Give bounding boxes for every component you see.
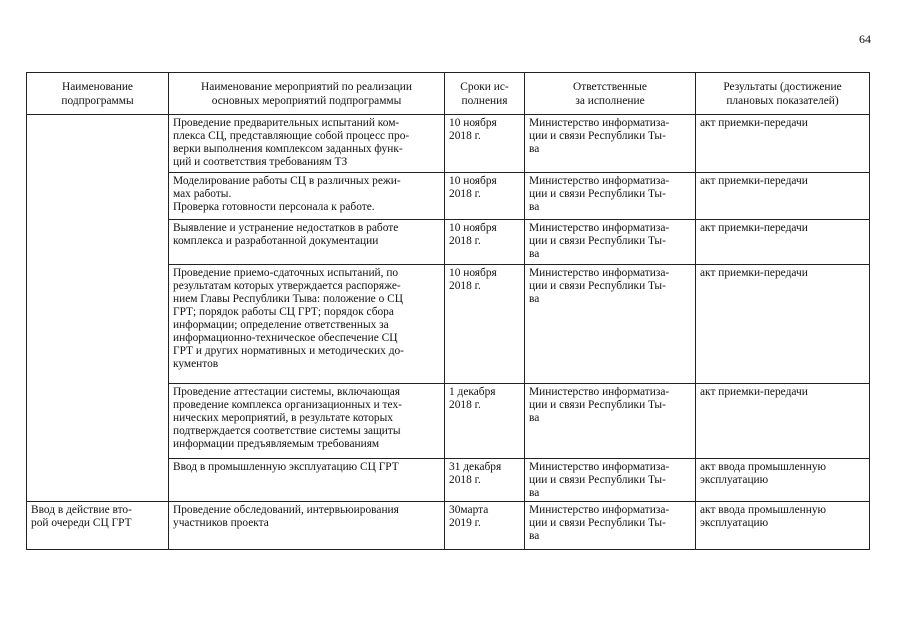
activity-cell: Проведение аттестации системы, включающая проведение комплекса организационных и тех- нических мероприятий, в результате которых подтверждается соответствие системы защиты информации предъявляемым требованиям: [169, 384, 445, 459]
responsible-cell: Министерство информатиза- ции и связи Республики Ты- ва: [525, 459, 696, 502]
header-subprogram: Наименование подпрограммы: [27, 73, 169, 115]
responsible-cell: Министерство информатиза- ции и связи Республики Ты- ва: [525, 384, 696, 459]
header-result: Результаты (достижение плановых показателей): [696, 73, 870, 115]
table-row: [27, 115, 870, 173]
responsible-cell: Министерство информатиза- ции и связи Республики Ты- ва: [525, 173, 696, 220]
responsible-cell: Министерство информатиза- ции и связи Республики Ты- ва: [525, 220, 696, 265]
date-cell: 10 ноября 2018 г.: [445, 220, 525, 265]
subprogram-cell: [27, 115, 169, 502]
result-cell: акт приемки-передачи: [696, 220, 870, 265]
date-cell: 1 декабря 2018 г.: [445, 384, 525, 459]
date-cell: 10 ноября 2018 г.: [445, 265, 525, 384]
table-row: [27, 502, 870, 550]
date-cell: 10 ноября 2018 г.: [445, 173, 525, 220]
result-cell: акт ввода промышленную эксплуатацию: [696, 502, 870, 550]
result-cell: акт приемки-передачи: [696, 384, 870, 459]
activity-cell: Проведение приемо-сдаточных испытаний, по результатам которых утверждается распоряже- нием Главы Республики Тыва: положение о СЦ ГРТ; порядок работы СЦ ГРТ; порядок сбора информации; определение ответственных за информационно-техническое обеспечение СЦ ГРТ и других нормативных и методических до- кументов: [169, 265, 445, 384]
activities-table: [26, 72, 870, 550]
result-cell: акт приемки-передачи: [696, 173, 870, 220]
date-cell: 10 ноября 2018 г.: [445, 115, 525, 173]
result-cell: акт ввода промышленную эксплуатацию: [696, 459, 870, 502]
activity-cell: Моделирование работы СЦ в различных режи- мах работы. Проверка готовности персонала к работе.: [169, 173, 445, 220]
activity-cell: Проведение обследований, интервьюирования участников проекта: [169, 502, 445, 550]
result-cell: акт приемки-передачи: [696, 115, 870, 173]
table-header-row: [27, 73, 870, 115]
responsible-cell: Министерство информатиза- ции и связи Республики Ты- ва: [525, 502, 696, 550]
responsible-cell: Министерство информатиза- ции и связи Республики Ты- ва: [525, 265, 696, 384]
page-number: 64: [859, 32, 871, 46]
date-cell: 30марта 2019 г.: [445, 502, 525, 550]
activity-cell: Выявление и устранение недостатков в работе комплекса и разработанной документации: [169, 220, 445, 265]
activity-cell: Ввод в промышленную эксплуатацию СЦ ГРТ: [169, 459, 445, 502]
responsible-cell: Министерство информатиза- ции и связи Республики Ты- ва: [525, 115, 696, 173]
result-cell: акт приемки-передачи: [696, 265, 870, 384]
header-date: Сроки ис- полнения: [445, 73, 525, 115]
header-responsible: Ответственные за исполнение: [525, 73, 696, 115]
header-activity: Наименование мероприятий по реализации основных мероприятий подпрограммы: [169, 73, 445, 115]
activity-cell: Проведение предварительных испытаний ком- плекса СЦ, представляющие собой процесс про- верки выполнения комплексом заданных функ- ций и соответствия требованиям ТЗ: [169, 115, 445, 173]
date-cell: 31 декабря 2018 г.: [445, 459, 525, 502]
subprogram-cell: Ввод в действие вто- рой очереди СЦ ГРТ: [27, 502, 169, 550]
